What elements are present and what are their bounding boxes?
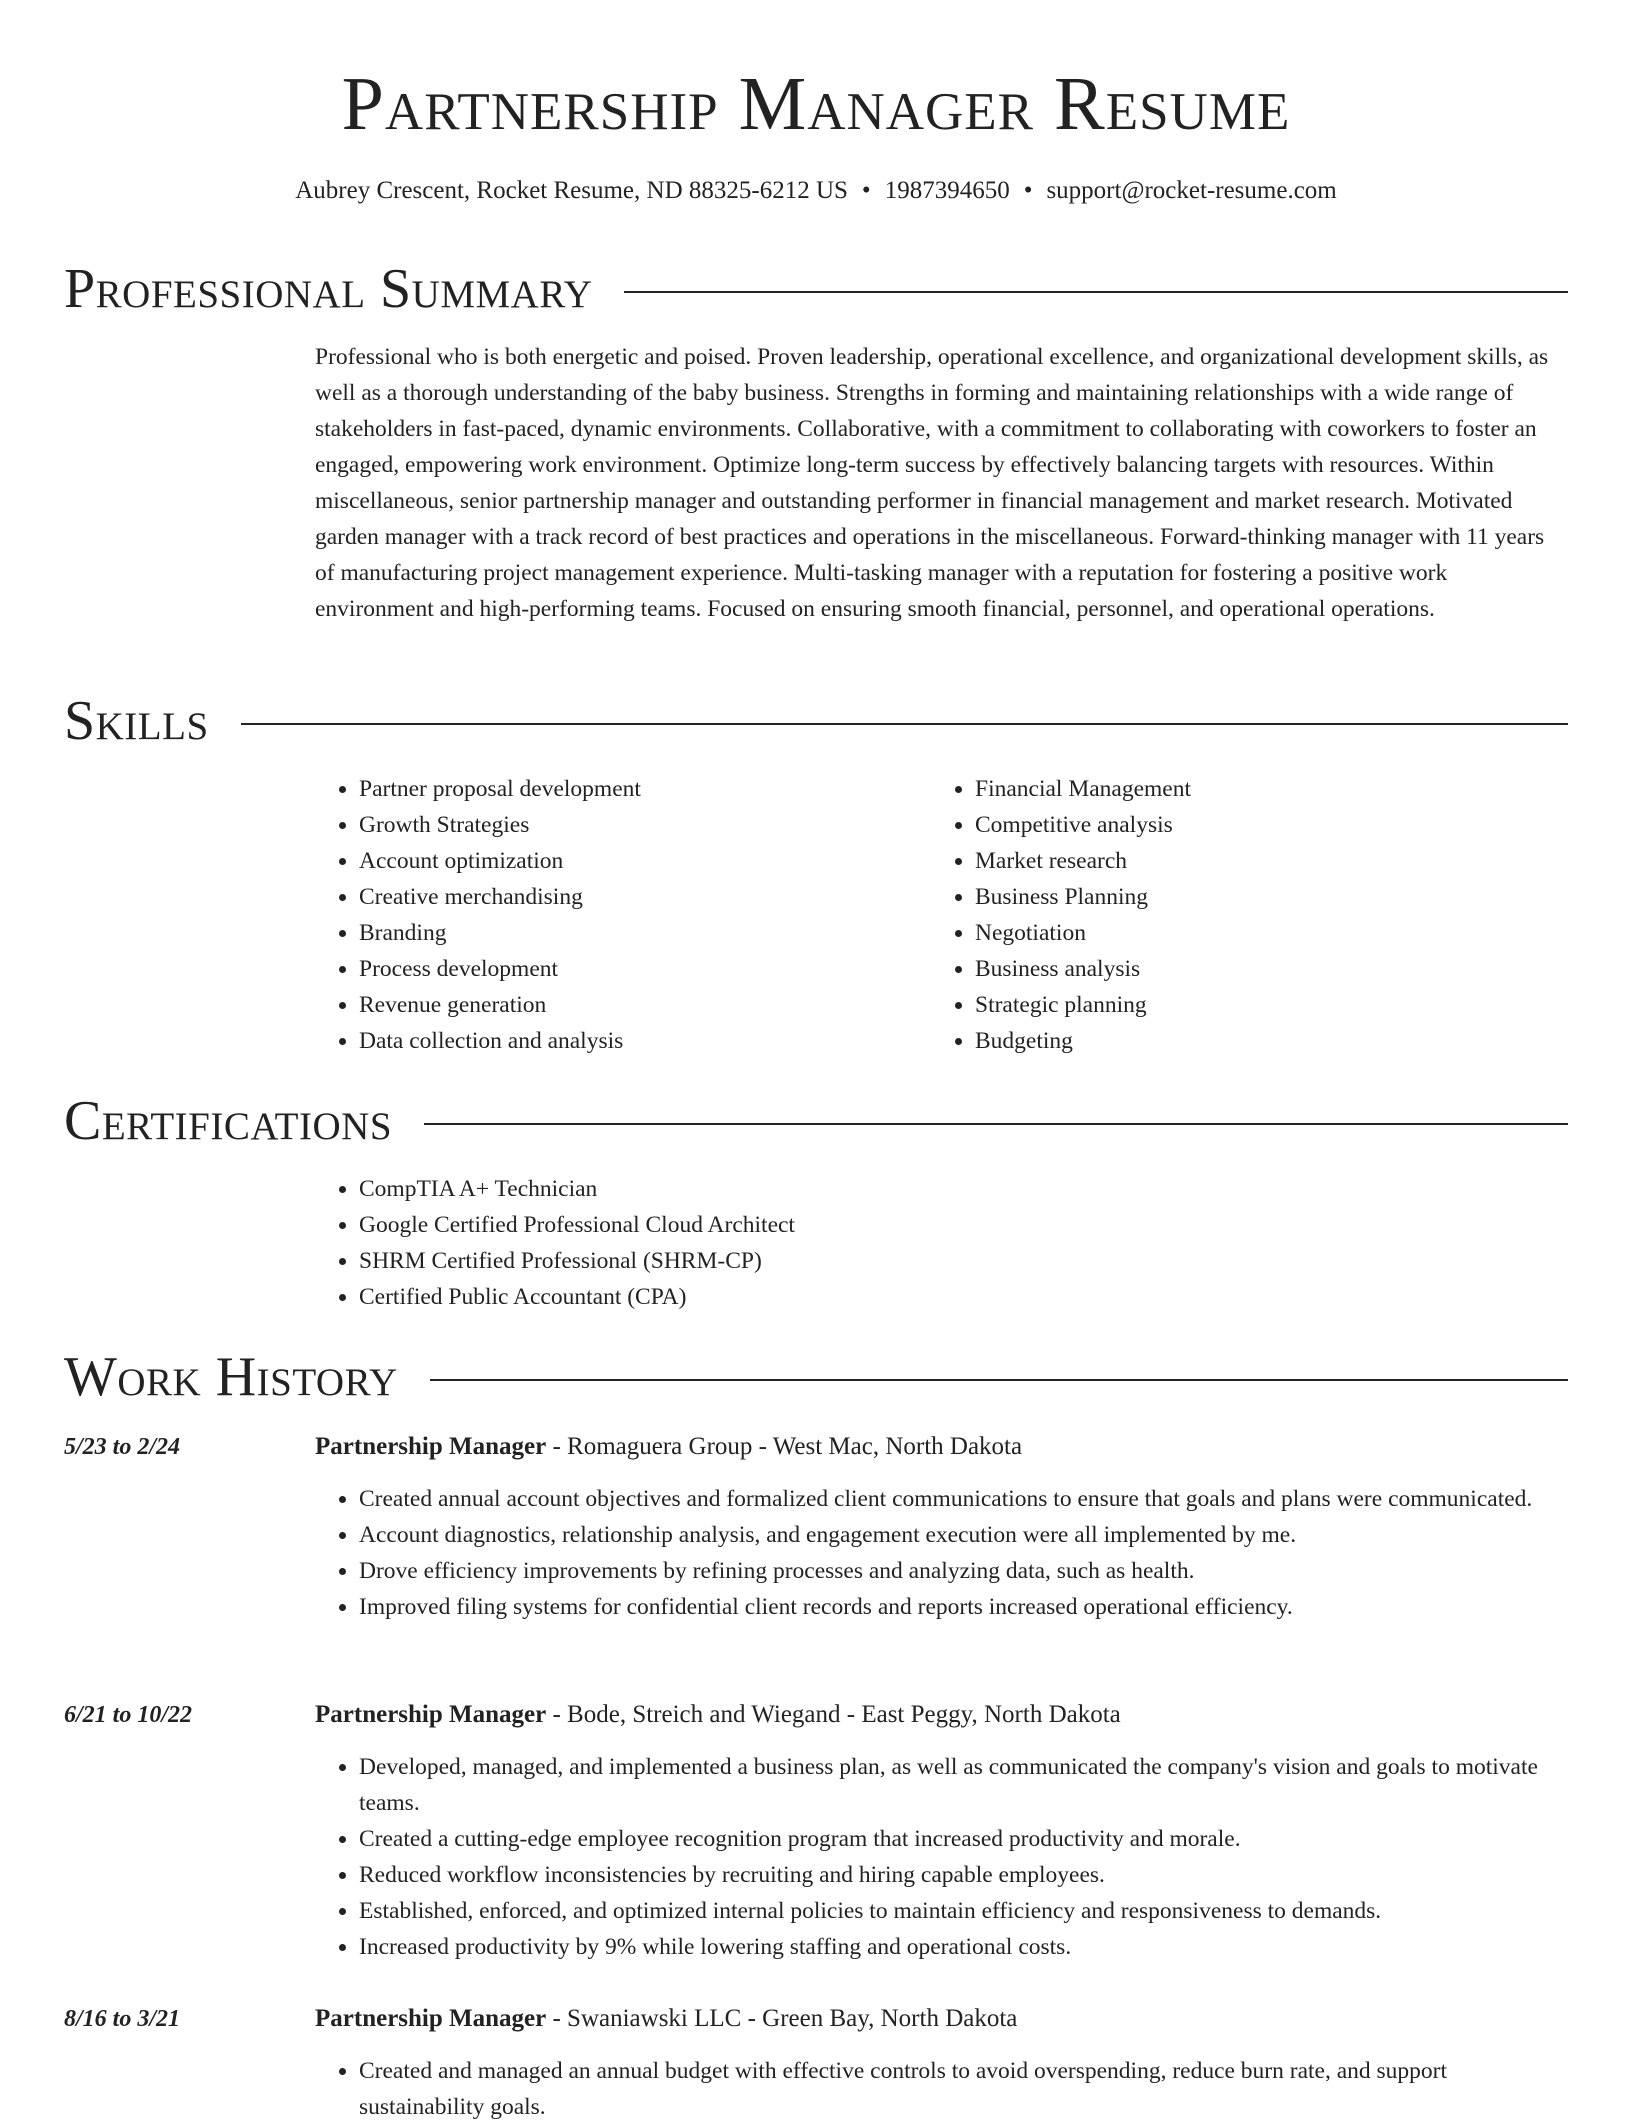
- job-bullet: • Increased productivity by 9% while lowering staffing and operational costs.: [359, 1929, 1568, 1965]
- job-bullets: [315, 1481, 1568, 1625]
- contact-separator: •: [1023, 177, 1033, 204]
- contact-address: Aubrey Crescent, Rocket Resume, ND 88325-6212 US: [295, 177, 848, 204]
- job-bullet: • Drove efficiency improvements by refining processes and analyzing data, such as health.: [359, 1553, 1568, 1589]
- skill-item: • Competitive analysis: [975, 807, 1551, 843]
- skills-list-right: [931, 771, 1551, 1059]
- certification-item: • Google Certified Professional Cloud Architect: [359, 1207, 795, 1243]
- job-header: [315, 1429, 1022, 1465]
- skills-heading: Skills: [64, 690, 209, 752]
- contact-email: support@rocket-resume.com: [1046, 177, 1337, 204]
- certifications-heading: Certifications: [64, 1090, 393, 1152]
- skill-item: • Negotiation: [975, 915, 1551, 951]
- skills-list-left: [315, 771, 915, 1059]
- job-role: Partnership Manager: [315, 1701, 547, 1728]
- job-bullets: [315, 1749, 1568, 1965]
- section-divider: [241, 723, 1568, 725]
- certifications-section-header: [64, 1089, 1568, 1153]
- certification-item: • Certified Public Accountant (CPA): [359, 1279, 795, 1315]
- skill-item: • Process development: [359, 951, 915, 987]
- job-bullet-list: [315, 1481, 1568, 1625]
- skill-item: • Creative merchandising: [359, 879, 915, 915]
- skill-item: • Business Planning: [975, 879, 1551, 915]
- summary-heading: Professional Summary: [64, 258, 593, 320]
- skills-left-column: [315, 771, 915, 1059]
- job-bullet: • Created a cutting-edge employee recognition program that increased productivity and morale.: [359, 1821, 1568, 1857]
- job-details: - Swaniawski LLC - Green Bay, North Dakota: [546, 2005, 1018, 2032]
- certifications-block: [315, 1171, 795, 1315]
- skill-item: • Branding: [359, 915, 915, 951]
- skill-item: • Strategic planning: [975, 987, 1551, 1023]
- work-history-heading: Work History: [64, 1346, 398, 1408]
- certification-item: • CompTIA A+ Technician: [359, 1171, 795, 1207]
- skills-section-header: [64, 689, 1568, 753]
- skill-item: • Budgeting: [975, 1023, 1551, 1059]
- skill-item: • Revenue generation: [359, 987, 915, 1023]
- contact-line: [0, 176, 1632, 206]
- job-bullet: • Created and managed an annual budget with effective controls to avoid overspending, reduce burn rate, and support sustainability goals.: [359, 2053, 1568, 2125]
- job-bullet: • Account diagnostics, relationship analysis, and engagement execution were all implemented by me.: [359, 1517, 1568, 1553]
- skill-item: • Financial Management: [975, 771, 1551, 807]
- job-bullet: • Created annual account objectives and formalized client communications to ensure that goals and plans were communicated.: [359, 1481, 1568, 1517]
- section-divider: [424, 1123, 1568, 1125]
- skill-item: • Growth Strategies: [359, 807, 915, 843]
- job-role: Partnership Manager: [315, 1433, 547, 1460]
- job-header: [315, 1697, 1121, 1733]
- section-divider: [624, 291, 1568, 293]
- summary-text: Professional who is both energetic and poised. Proven leadership, operational excellence, and organizational development skills, as well as a thorough understanding of the baby business. Strengths in forming and maintaining relationships with a wide range of stakeholders in fast-paced, dynamic environments. Collaborative, with a commitment to collaborating with coworkers to foster an engaged, empowering work environment. Optimize long-term success by effectively balancing targets with resources. Within miscellaneous, senior partnership manager and outstanding performer in financial management and market research. Motivated garden manager with a track record of best practices and operations in the miscellaneous. Forward-thinking manager with 11 years of manufacturing project management experience. Multi-tasking manager with a reputation for fostering a positive work environment and high-performing teams. Focused on ensuring smooth financial, personnel, and operational operations.: [315, 344, 1549, 622]
- job-role: Partnership Manager: [315, 2005, 547, 2032]
- job-dates: 8/16 to 3/21: [64, 2006, 181, 2032]
- certifications-list: [315, 1171, 795, 1315]
- job-bullet: • Established, enforced, and optimized internal policies to maintain efficiency and responsiveness to demands.: [359, 1893, 1568, 1929]
- job-bullet-list: [315, 1749, 1568, 1965]
- summary-section-header: [64, 257, 1568, 321]
- skill-item: • Data collection and analysis: [359, 1023, 915, 1059]
- resume-title: Partnership Manager Resume: [341, 62, 1291, 146]
- job-bullet: • Reduced workflow inconsistencies by recruiting and hiring capable employees.: [359, 1857, 1568, 1893]
- job-details: - Romaguera Group - West Mac, North Dakota: [546, 1433, 1023, 1460]
- skill-item: • Partner proposal development: [359, 771, 915, 807]
- skill-item: • Business analysis: [975, 951, 1551, 987]
- job-dates: 5/23 to 2/24: [64, 1434, 181, 1460]
- job-bullet: • Improved filing systems for confidential client records and reports increased operational efficiency.: [359, 1589, 1568, 1625]
- job-bullets: [315, 2053, 1568, 2125]
- contact-separator: •: [861, 177, 871, 204]
- job-bullet-list: [315, 2053, 1568, 2125]
- job-dates: 6/21 to 10/22: [64, 1702, 193, 1728]
- section-divider: [430, 1379, 1568, 1381]
- work-history-section-header: [64, 1345, 1568, 1409]
- job-header: [315, 2001, 1017, 2037]
- job-details: - Bode, Streich and Wiegand - East Peggy, North Dakota: [546, 1701, 1121, 1728]
- contact-phone: 1987394650: [884, 177, 1010, 204]
- skills-right-column: [931, 771, 1551, 1059]
- job-bullet: • Developed, managed, and implemented a business plan, as well as communicated the company's vision and goals to motivate teams.: [359, 1749, 1568, 1821]
- certification-item: • SHRM Certified Professional (SHRM-CP): [359, 1243, 795, 1279]
- skill-item: • Account optimization: [359, 843, 915, 879]
- skill-item: • Market research: [975, 843, 1551, 879]
